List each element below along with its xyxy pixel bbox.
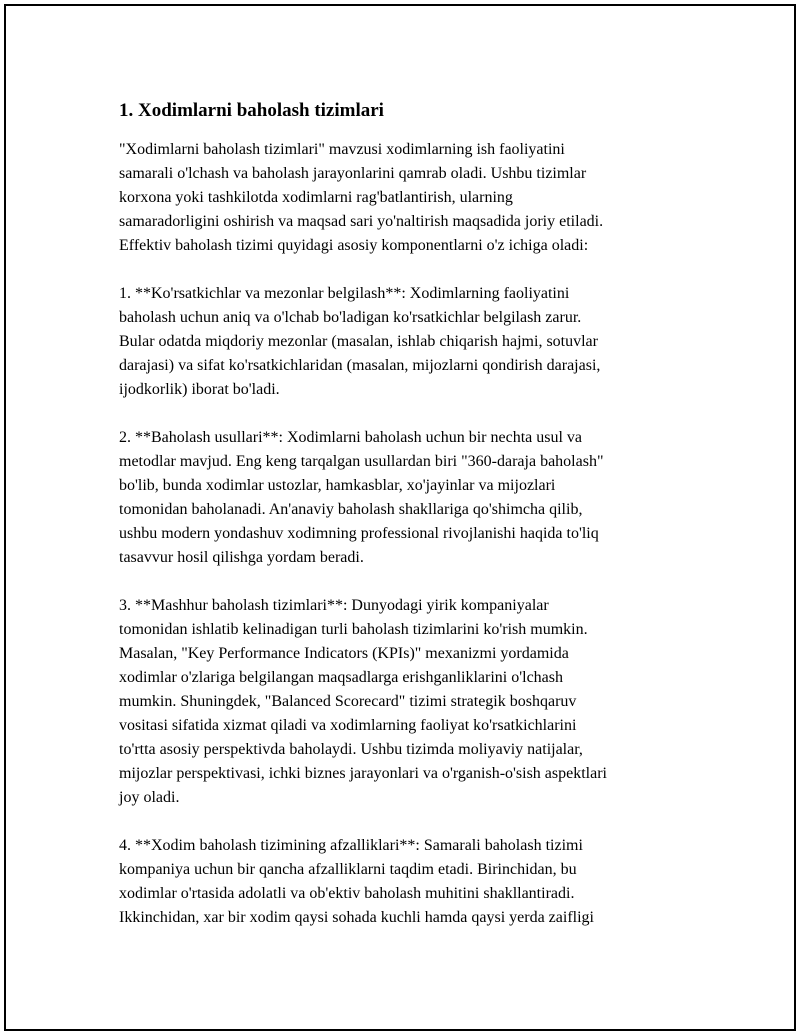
section-4-paragraph bbox=[119, 834, 699, 930]
section-1-paragraph bbox=[119, 282, 699, 402]
section-3-paragraph bbox=[119, 594, 699, 810]
text-line: baholash uchun aniq va o'lchab bo'ladigan ko'rsatkichlar belgilash zarur. bbox=[119, 309, 582, 326]
intro-paragraph bbox=[119, 138, 699, 258]
text-line: Masalan, "Key Performance Indicators (KPIs)" mexanizmi yordamida bbox=[119, 645, 569, 662]
text-line: 1. **Ko'rsatkichlar va mezonlar belgilash**: Xodimlarning faoliyatini bbox=[119, 285, 570, 302]
text-line: ushbu modern yondashuv xodimning professional rivojlanishi haqida to'liq bbox=[119, 525, 599, 542]
text-line: tomonidan ishlatib kelinadigan turli baholash tizimlarini ko'rish mumkin. bbox=[119, 621, 588, 638]
text-line: 2. **Baholash usullari**: Xodimlarni baholash uchun bir nechta usul va bbox=[119, 429, 583, 446]
text-line: bo'lib, bunda xodimlar ustozlar, hamkasblar, xo'jayinlar va mijozlari bbox=[119, 477, 556, 494]
text-line: darajasi) va sifat ko'rsatkichlaridan (masalan, mijozlarni qondirish darajasi, bbox=[119, 357, 601, 374]
text-line: kompaniya uchun bir qancha afzalliklarni taqdim etadi. Birinchidan, bu bbox=[119, 861, 577, 878]
text-line: tomonidan baholanadi. An'anaviy baholash shakllariga qo'shimcha qilib, bbox=[119, 501, 583, 518]
text-line: vositasi sifatida xizmat qiladi va xodimlarning faoliyat ko'rsatkichlarini bbox=[119, 717, 577, 734]
section-2-paragraph bbox=[119, 426, 699, 570]
text-line: Effektiv baholash tizimi quyidagi asosiy komponentlarni o'z ichiga oladi: bbox=[119, 237, 589, 254]
text-line: 3. **Mashhur baholash tizimlari**: Dunyodagi yirik kompaniyalar bbox=[119, 597, 549, 614]
text-line: joy oladi. bbox=[119, 789, 180, 806]
text-line: korxona yoki tashkilotda xodimlarni rag'batlantirish, ularning bbox=[119, 189, 513, 206]
text-line: mijozlar perspektivasi, ichki biznes jarayonlari va o'rganish-o'sish aspektlari bbox=[119, 765, 607, 782]
text-line: xodimlar o'zlariga belgilangan maqsadlarga erishganliklarini o'lchash bbox=[119, 669, 563, 686]
text-line: xodimlar o'rtasida adolatli va ob'ektiv baholash muhitini shakllantiradi. bbox=[119, 885, 575, 902]
text-line: samarali o'lchash va baholash jarayonlarini qamrab oladi. Ushbu tizimlar bbox=[119, 165, 587, 182]
text-line: 4. **Xodim baholash tizimining afzalliklari**: Samarali baholash tizimi bbox=[119, 837, 583, 854]
text-line: Ikkinchidan, xar bir xodim qaysi sohada kuchli hamda qaysi yerda zaifligi bbox=[119, 909, 594, 926]
text-line: Bular odatda miqdoriy mezonlar (masalan, ishlab chiqarish hajmi, sotuvlar bbox=[119, 333, 598, 350]
document-title: 1. Xodimlarni baholash tizimlari bbox=[119, 100, 384, 121]
text-line: tasavvur hosil qilishga yordam beradi. bbox=[119, 549, 364, 566]
text-line: samaradorligini oshirish va maqsad sari yo'naltirish maqsadida joriy etiladi. bbox=[119, 213, 604, 230]
document-content bbox=[119, 98, 699, 930]
text-line: mumkin. Shuningdek, "Balanced Scorecard" tizimi strategik boshqaruv bbox=[119, 693, 577, 710]
text-line: "Xodimlarni baholash tizimlari" mavzusi xodimlarning ish faoliyatini bbox=[119, 141, 565, 158]
document-page bbox=[4, 4, 796, 1031]
text-line: to'rtta asosiy perspektivda baholaydi. Ushbu tizimda moliyaviy natijalar, bbox=[119, 741, 583, 758]
text-line: metodlar mavjud. Eng keng tarqalgan usullardan biri "360-daraja baholash" bbox=[119, 453, 604, 470]
text-line: ijodkorlik) iborat bo'ladi. bbox=[119, 381, 280, 398]
